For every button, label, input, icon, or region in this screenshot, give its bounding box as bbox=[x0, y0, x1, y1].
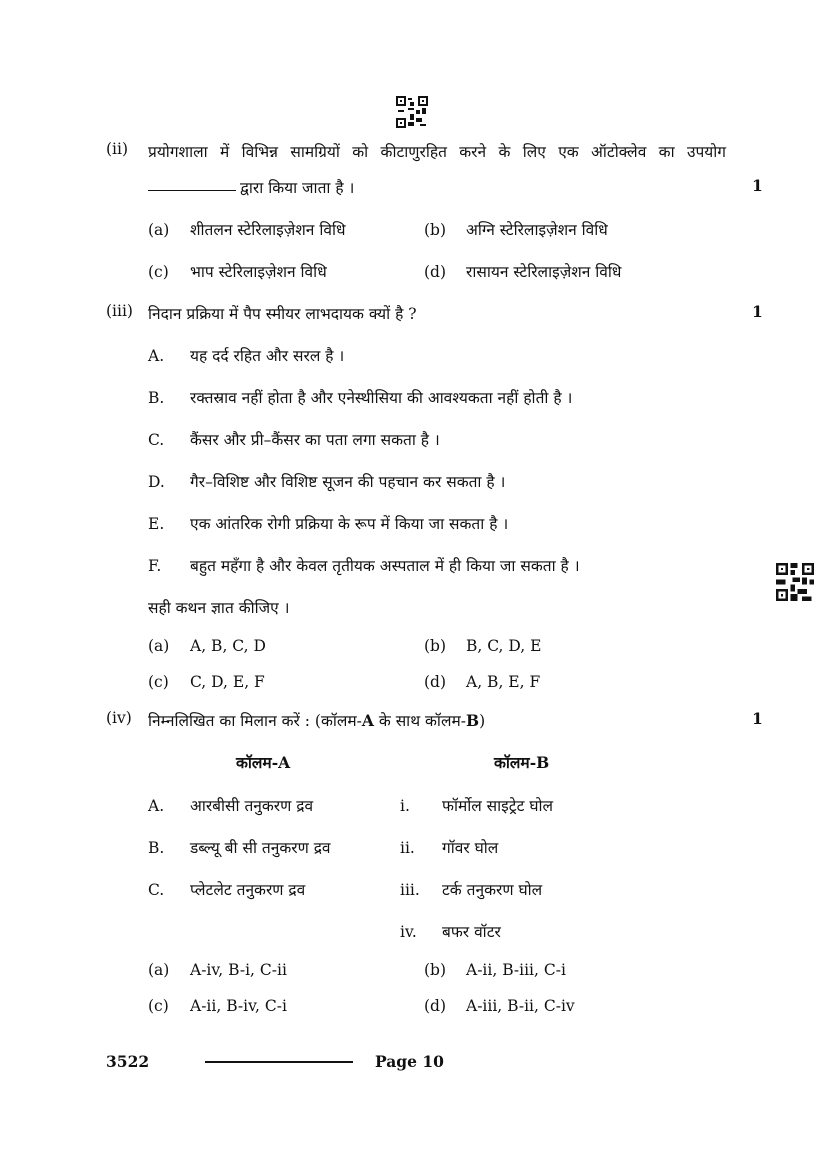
question-marks: 1 bbox=[752, 709, 763, 728]
statement-b: B. रक्तस्राव नहीं होता है और एनेस्थीसिया की आवश्यकता नहीं होती है । bbox=[148, 389, 573, 407]
option-b: (b) अग्नि स्टेरिलाइज़ेशन विधि bbox=[424, 221, 608, 239]
option-c: (c) A-ii, B-iv, C-i bbox=[148, 997, 287, 1015]
question-marks: 1 bbox=[752, 302, 763, 321]
option-a: (a) शीतलन स्टेरिलाइज़ेशन विधि bbox=[148, 221, 346, 239]
column-b-item: iv. बफर वॉटर bbox=[400, 923, 501, 941]
option-c: (c) C, D, E, F bbox=[148, 673, 265, 691]
question-number: (ii) bbox=[106, 140, 129, 158]
column-a-item: A. आरबीसी तनुकरण द्रव bbox=[148, 797, 314, 815]
statement-e: E. एक आंतरिक रोगी प्रक्रिया के रूप में किया जा सकता है । bbox=[148, 515, 509, 533]
column-b-heading: कॉलम-B bbox=[494, 753, 550, 772]
option-a: (a) A, B, C, D bbox=[148, 637, 266, 655]
question-text: निम्नलिखित का मिलान करें : (कॉलम-A के साथ कॉलम-B) bbox=[148, 711, 486, 730]
question-text-continued: द्वारा किया जाता है । bbox=[148, 176, 354, 198]
option-d: (d) A, B, E, F bbox=[424, 673, 541, 691]
statement-c: C. कैंसर और प्री–कैंसर का पता लगा सकता है । bbox=[148, 431, 440, 449]
footer-divider bbox=[205, 1061, 353, 1063]
column-a-heading: कॉलम-A bbox=[236, 753, 291, 772]
column-b-item: iii. टर्क तनुकरण घोल bbox=[400, 881, 543, 899]
statement-d: D. गैर–विशिष्ट और विशिष्ट सूजन की पहचान कर सकता है । bbox=[148, 473, 506, 491]
question-marks: 1 bbox=[752, 176, 763, 195]
qr-code-side-icon bbox=[776, 563, 814, 601]
option-a: (a) A-iv, B-i, C-ii bbox=[148, 961, 287, 979]
question-text: प्रयोगशाला में विभिन्न सामग्रियों को कीटाणुरहित करने के लिए एक ऑटोक्लेव का उपयोग bbox=[148, 143, 726, 161]
option-b: (b) A-ii, B-iii, C-i bbox=[424, 961, 566, 979]
statement-f: F. बहुत महँगा है और केवल तृतीयक अस्पताल में ही किया जा सकता है । bbox=[148, 557, 580, 575]
page-number: Page 10 bbox=[375, 1052, 444, 1071]
instruction-text: सही कथन ज्ञात कीजिए । bbox=[148, 599, 290, 617]
statement-a: A. यह दर्द रहित और सरल है । bbox=[148, 347, 345, 365]
fill-in-blank bbox=[148, 190, 236, 191]
option-c: (c) भाप स्टेरिलाइज़ेशन विधि bbox=[148, 263, 327, 281]
column-a-item: B. डब्ल्यू बी सी तनुकरण द्रव bbox=[148, 839, 331, 857]
column-b-item: i. फॉर्मोल साइट्रेट घोल bbox=[400, 797, 554, 815]
question-number: (iii) bbox=[106, 302, 133, 320]
question-text: निदान प्रक्रिया में पैप स्मीयर लाभदायक क्यों है ? bbox=[148, 305, 417, 323]
column-a-item: C. प्लेटलेट तनुकरण द्रव bbox=[148, 881, 306, 899]
question-number: (iv) bbox=[106, 709, 132, 727]
qr-code-top-icon bbox=[396, 96, 428, 128]
option-d: (d) A-iii, B-ii, C-iv bbox=[424, 997, 575, 1015]
option-b: (b) B, C, D, E bbox=[424, 637, 542, 655]
option-d: (d) रासायन स्टेरिलाइज़ेशन विधि bbox=[424, 263, 622, 281]
column-b-item: ii. गॉवर घोल bbox=[400, 839, 499, 857]
paper-code: 3522 bbox=[106, 1052, 150, 1071]
